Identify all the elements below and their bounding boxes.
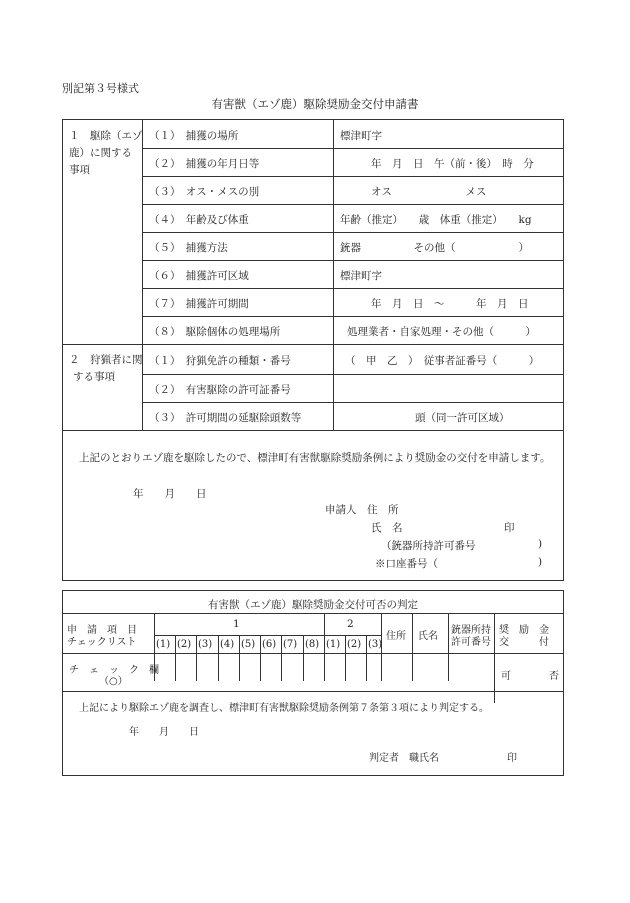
row-label: （１） 狩猟免許の種類・番号 bbox=[149, 355, 291, 367]
judge-seal: 印 bbox=[507, 753, 517, 764]
judge-label: 判定者 職氏名 bbox=[369, 753, 439, 764]
application-table bbox=[62, 119, 564, 581]
row-value: 年齢（推定） 歳 体重（推定） kg bbox=[340, 214, 532, 226]
application-items-label: 申 請 項 目 bbox=[67, 625, 137, 636]
gun-permit-close: ) bbox=[538, 538, 543, 550]
grant-header: 奨 励 金 bbox=[499, 625, 549, 636]
item-4: (4) bbox=[220, 639, 235, 650]
row-label: （４） 年齢及び体重 bbox=[149, 214, 249, 226]
gun-permit-header-2: 許可番号 bbox=[451, 637, 491, 648]
item-3: (3) bbox=[198, 639, 213, 650]
name-header: 氏名 bbox=[418, 631, 438, 642]
row-label: （３） オス・メスの別 bbox=[149, 186, 260, 198]
item-2-1: (1) bbox=[326, 639, 341, 650]
item-6: (6) bbox=[262, 639, 277, 650]
section2-label: ２ 狩猟者に関 する事項 bbox=[69, 354, 143, 383]
item-7: (7) bbox=[283, 639, 298, 650]
deny-mark: 否 bbox=[549, 671, 559, 682]
row-value: 頭（同一許可区域） bbox=[415, 412, 510, 424]
row-label: （６） 捕獲許可区域 bbox=[149, 270, 249, 282]
account-label: ※口座番号（ bbox=[375, 558, 438, 570]
row-label: （２） 捕獲の年月日等 bbox=[149, 158, 260, 170]
row-value: （ 甲 乙 ） 従事者証番号（ ） bbox=[345, 355, 540, 367]
group1-number: 1 bbox=[233, 618, 240, 630]
check-column-mark: （○） bbox=[99, 676, 128, 687]
account-close: ) bbox=[538, 556, 543, 568]
row-label: （８） 駆除個体の処理場所 bbox=[149, 326, 281, 338]
row-value: 年 月 日 〜 年 月 日 bbox=[371, 298, 529, 310]
row-value: オス メス bbox=[371, 186, 487, 198]
item-2-3: (3) bbox=[368, 639, 383, 650]
gun-permit-header: 銃器所持 bbox=[451, 625, 491, 636]
row-label: （３） 許可期間の延駆除頭数等 bbox=[149, 412, 302, 424]
judgement-title: 有害獣（エゾ鹿）駆除奨励金交付可否の判定 bbox=[208, 599, 418, 611]
applicant-name-label: 氏 名 bbox=[371, 522, 403, 534]
address-header: 住所 bbox=[386, 631, 406, 642]
grant-header-2: 交 付 bbox=[499, 637, 549, 648]
row-label: （１） 捕獲の場所 bbox=[149, 130, 239, 142]
row-label: （５） 捕獲方法 bbox=[149, 242, 228, 254]
document-title: 有害獣（エゾ鹿）駆除奨励金交付申請書 bbox=[211, 97, 419, 111]
row-value: 銃器 その他（ ） bbox=[340, 242, 529, 254]
judgement-date: 年 月 日 bbox=[129, 727, 199, 738]
item-2: (2) bbox=[177, 639, 192, 650]
row-label: （７） 捕獲許可期間 bbox=[149, 298, 249, 310]
judgement-table bbox=[62, 590, 564, 776]
approve-mark: 可 bbox=[501, 671, 511, 682]
item-5: (5) bbox=[241, 639, 256, 650]
checklist-label: チェックリスト bbox=[67, 637, 137, 648]
group2-number: 2 bbox=[347, 618, 354, 630]
row-value: 標津町字 bbox=[340, 130, 382, 142]
application-statement: 上記のとおりエゾ鹿を駆除したので、標津町有害獣駆除奨励条例により奨励金の交付を申請します。 bbox=[79, 452, 551, 464]
row-label: （２） 有害駆除の許可証番号 bbox=[149, 384, 291, 396]
row-value: 標津町字 bbox=[340, 270, 382, 282]
application-date: 年 月 日 bbox=[133, 488, 207, 500]
form-number: 別記第３号様式 bbox=[62, 82, 139, 95]
check-column-label: チ ェ ッ ク 欄 bbox=[69, 665, 159, 676]
applicant-address-label: 申請人 住 所 bbox=[325, 504, 399, 516]
row-value: 処理業者・自家処理・その他（ ） bbox=[347, 326, 536, 338]
seal-mark: 印 bbox=[504, 522, 515, 534]
section1-label: １ 駆除（エゾ 鹿）に関する 事項 bbox=[69, 130, 143, 176]
item-2-2: (2) bbox=[347, 639, 362, 650]
judgement-statement: 上記により駆除エゾ鹿を調査し、標津町有害獣駆除奨励条例第７条第３項により判定する。 bbox=[79, 703, 489, 714]
gun-permit-label: （銃器所持許可番号 bbox=[381, 540, 476, 552]
item-8: (8) bbox=[305, 639, 320, 650]
row-value: 年 月 日 午（前・後） 時 分 bbox=[371, 158, 534, 170]
item-1: (1) bbox=[156, 639, 171, 650]
